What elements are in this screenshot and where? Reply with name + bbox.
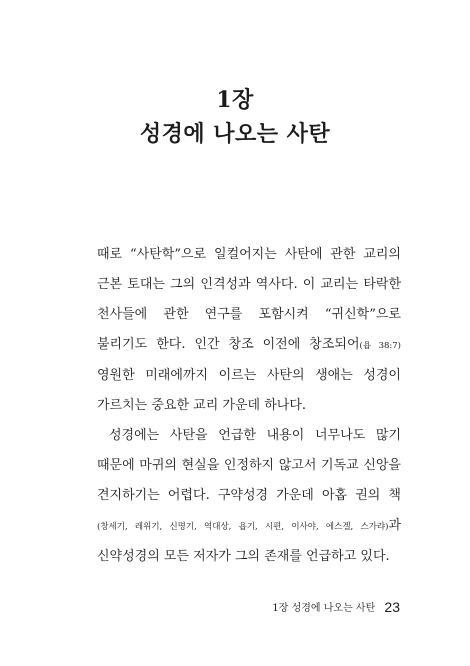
chapter-title: 성경에 나오는 사탄 (139, 121, 331, 147)
chapter-header (0, 86, 470, 148)
paragraph-2-text: 성경에는 사탄을 언급한 내용이 너무나도 많기 때문에 마귀의 현실을 인정하지 않고서 기독교 신앙을 견지하기는 어렵다. 구약성경 가운데 아홉 권의 책 (97, 428, 401, 503)
book-list-note: (창세기, 레위기, 신명기, 역대상, 욥기, 시편, 이사야, 에스겔, 스가랴) (97, 522, 389, 532)
paragraph-2 (97, 421, 401, 572)
scripture-reference: (욥 38:7) (359, 341, 401, 351)
page-number: 23 (384, 599, 400, 615)
chapter-number: 1장 (216, 87, 254, 113)
paragraph-1-text: 때로 “사탄학”으로 일컬어지는 사탄에 관한 교리의 근본 토대는 그의 인격성과 역사다. 이 교리는 타락한 천사들에 관한 연구를 포함시켜 “귀신학”으로 불리기도 한다. 인간 창조 이전에 창조되어 (97, 247, 401, 352)
body-text (97, 240, 401, 572)
paragraph-1 (97, 240, 401, 421)
page-footer (272, 599, 400, 617)
running-title: 1장 성경에 나오는 사탄 (272, 603, 376, 614)
paragraph-2-continued: 과 신약성경의 모든 저자가 그의 존재를 언급하고 있다. (97, 518, 401, 564)
paragraph-1-continued: 영원한 미래에까지 이르는 사탄의 생애는 성경이 가르치는 중요한 교리 가운데 하나다. (97, 368, 401, 413)
